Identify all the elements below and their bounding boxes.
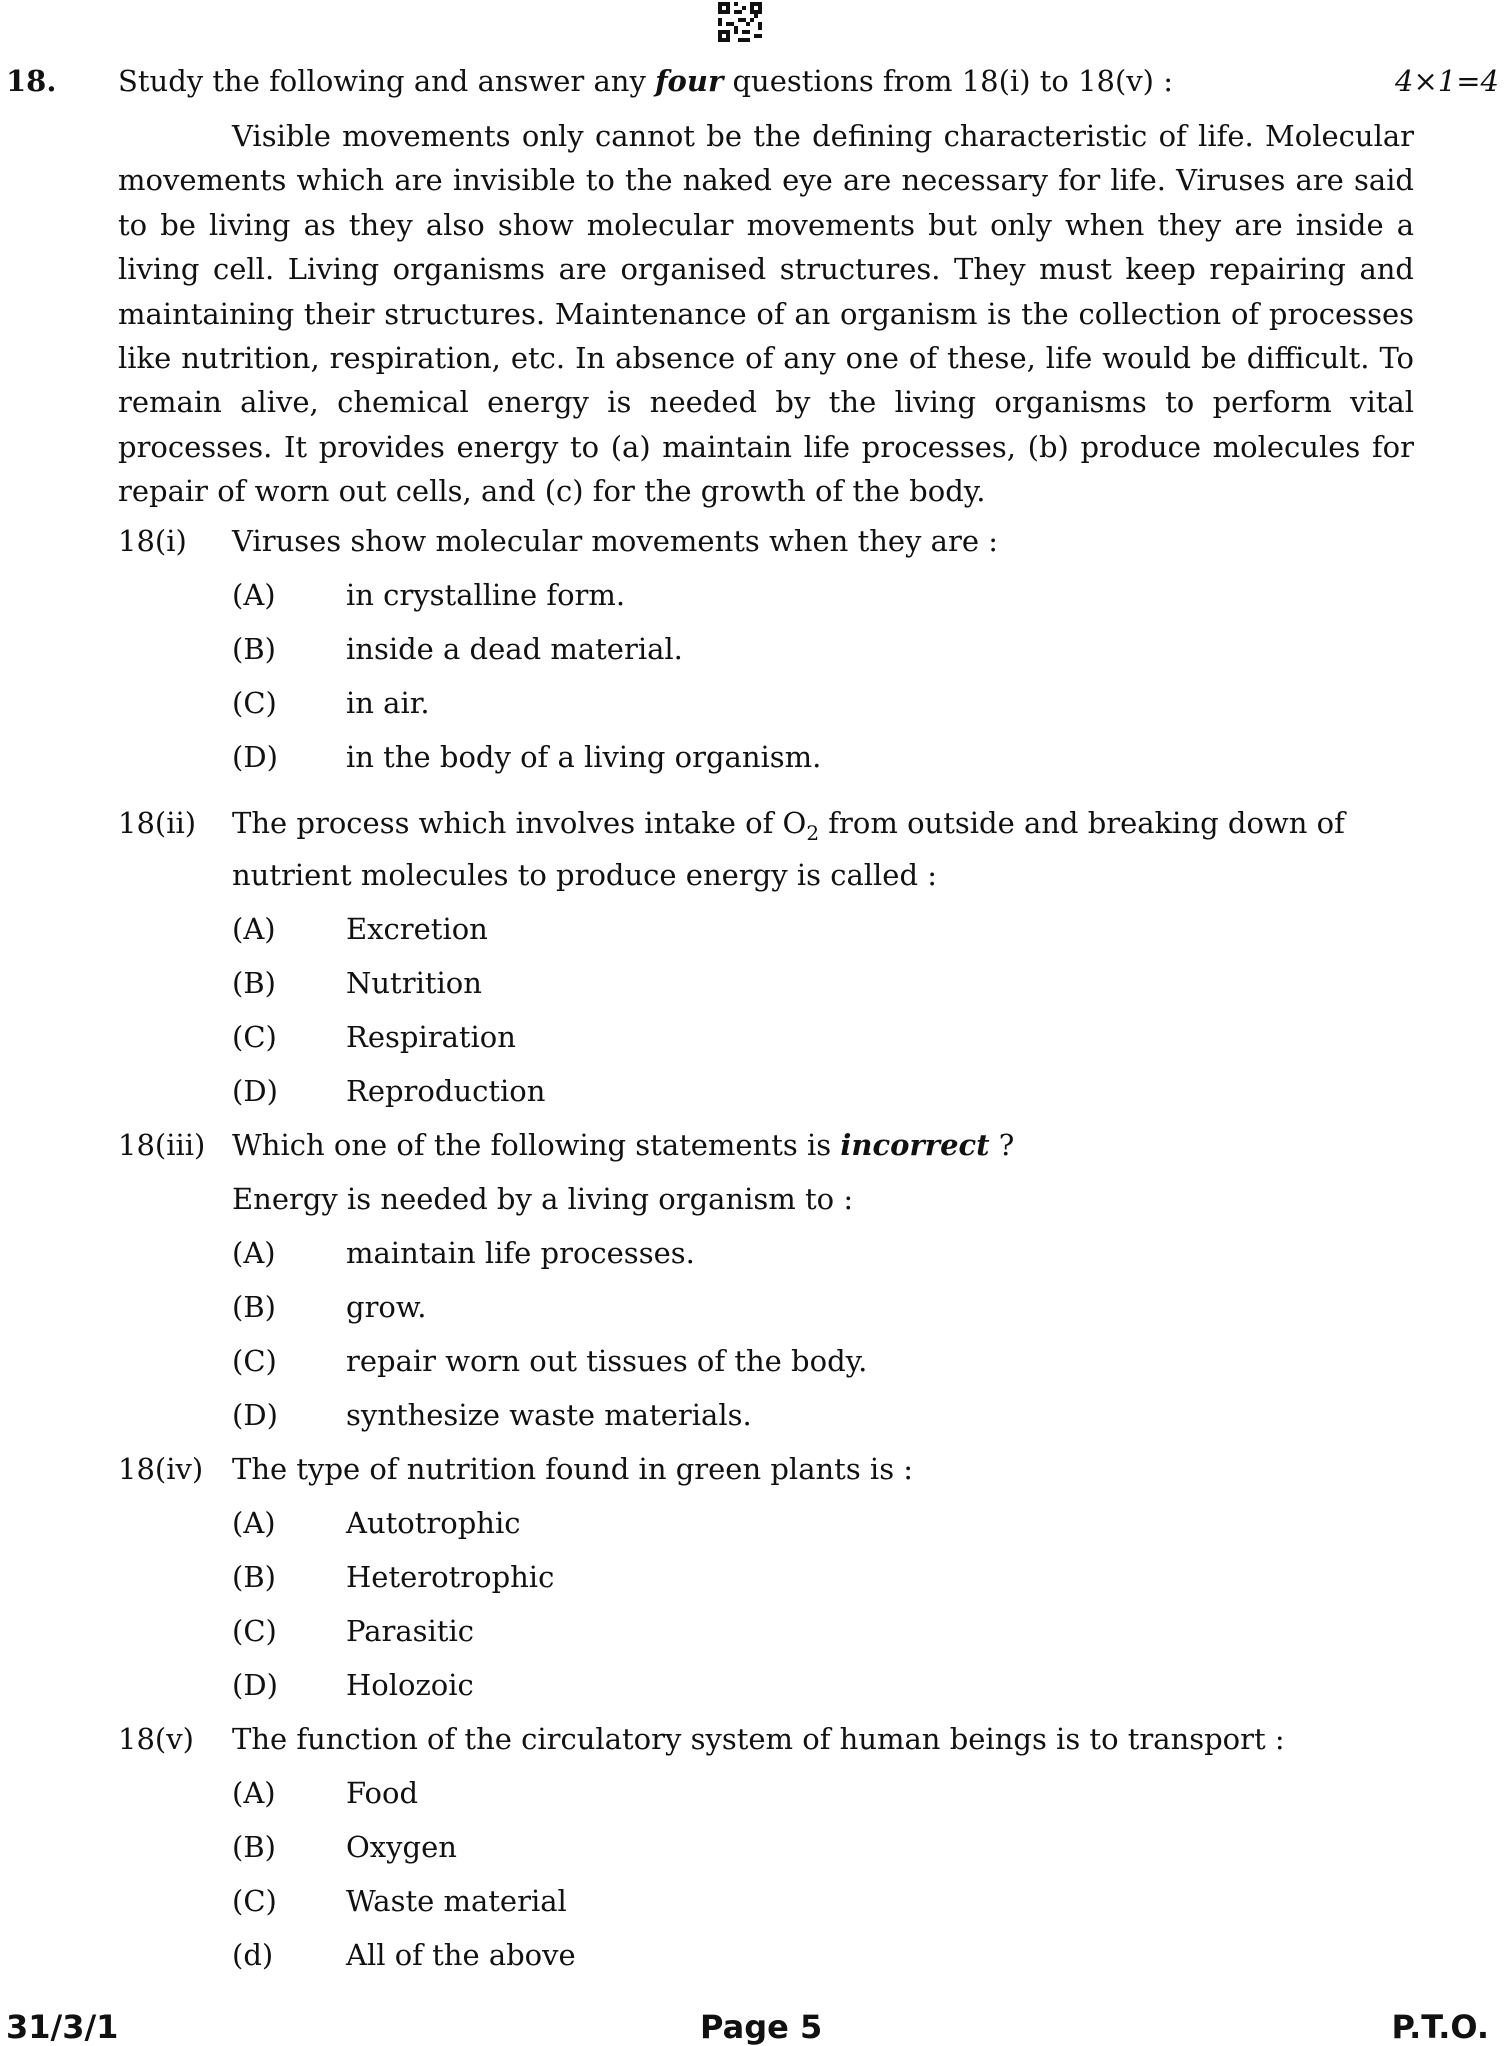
- option-label: (D): [232, 1668, 278, 1702]
- option-label: (A): [232, 912, 276, 946]
- option-text: Excretion: [346, 912, 488, 946]
- stem-text-end: ?: [989, 1128, 1015, 1162]
- stem-subscript: 2: [806, 820, 820, 845]
- option-label: (C): [232, 686, 277, 720]
- option-text: Respiration: [346, 1020, 516, 1054]
- option-text: Autotrophic: [346, 1506, 521, 1540]
- sub-question-number: 18(iii): [118, 1128, 206, 1162]
- sub-question-stem: The type of nutrition found in green plants is :: [232, 1452, 914, 1486]
- option-label: (B): [232, 632, 276, 666]
- prompt-emphasis: four: [655, 64, 724, 98]
- option-text: Waste material: [346, 1884, 567, 1918]
- qr-code-icon: [718, 2, 762, 42]
- option-text: Oxygen: [346, 1830, 457, 1864]
- option-label: (C): [232, 1020, 277, 1054]
- option-text: repair worn out tissues of the body.: [346, 1344, 868, 1378]
- question-prompt: [118, 64, 1173, 98]
- option-label: (d): [232, 1938, 274, 1972]
- sub-question-stem: The function of the circulatory system of human beings is to transport :: [232, 1722, 1285, 1756]
- option-text: Nutrition: [346, 966, 482, 1000]
- sub-question-stem: [232, 1128, 1415, 1162]
- sub-question-stem-line2: Energy is needed by a living organism to :: [232, 1182, 854, 1216]
- option-text: in air.: [346, 686, 430, 720]
- option-label: (A): [232, 578, 276, 612]
- option-label: (B): [232, 1830, 276, 1864]
- option-label: (B): [232, 1290, 276, 1324]
- stem-text-end: from outside and breaking down of: [819, 806, 1345, 840]
- option-label: (B): [232, 1560, 276, 1594]
- option-label: (D): [232, 1074, 278, 1108]
- option-label: (C): [232, 1344, 277, 1378]
- option-text: in crystalline form.: [346, 578, 626, 612]
- option-text: Food: [346, 1776, 419, 1810]
- option-text: Reproduction: [346, 1074, 546, 1108]
- sub-question-stem-line2: nutrient molecules to produce energy is called :: [232, 858, 937, 892]
- option-text: Holozoic: [346, 1668, 474, 1702]
- prompt-text: Study the following and answer any: [118, 64, 656, 98]
- option-text: Parasitic: [346, 1614, 474, 1648]
- option-text: grow.: [346, 1290, 427, 1324]
- page-number: Page 5: [700, 2008, 823, 2046]
- option-label: (B): [232, 966, 276, 1000]
- sub-question-number: 18(iv): [118, 1452, 204, 1486]
- option-text: All of the above: [346, 1938, 576, 1972]
- prompt-text-end: questions from 18(i) to 18(v) :: [723, 64, 1173, 98]
- marks-allocation: 4×1=4: [1395, 64, 1499, 98]
- sub-question-number: 18(ii): [118, 806, 197, 840]
- sub-question-stem: [232, 806, 1415, 845]
- option-label: (C): [232, 1614, 277, 1648]
- question-number: 18.: [6, 64, 57, 98]
- option-label: (A): [232, 1236, 276, 1270]
- stem-text: The process which involves intake of O: [232, 806, 807, 840]
- option-text: in the body of a living organism.: [346, 740, 822, 774]
- option-label: (C): [232, 1884, 277, 1918]
- option-label: (A): [232, 1776, 276, 1810]
- sub-question-number: 18(i): [118, 524, 187, 558]
- passage: Visible movements only cannot be the defining characteristic of life. Molecular movements which are invisible to the naked eye are necessary for life. Viruses are said to be living as they also show molecular movements but only when they are inside a living cell. Living organisms are organised structures. They must keep repairing and maintaining their structures. Maintenance of an organism is the collection of processes like nutrition, respiration, etc. In absence of any one of these, life would be difficult. To remain alive, chemical energy is needed by the living organisms to perform vital processes. It provides energy to (a) maintain life processes, (b) produce molecules for repair of worn out cells, and (c) for the growth of the body.: [118, 119, 1414, 509]
- question-header: [0, 64, 1505, 108]
- option-text: synthesize waste materials.: [346, 1398, 752, 1432]
- paper-code: 31/3/1: [6, 2008, 119, 2046]
- sub-question-number: 18(v): [118, 1722, 194, 1756]
- sub-question-stem: Viruses show molecular movements when they are :: [232, 524, 998, 558]
- pto-label: P.T.O.: [1391, 2008, 1489, 2046]
- stem-emphasis: incorrect: [840, 1128, 990, 1162]
- option-label: (D): [232, 740, 278, 774]
- option-text: inside a dead material.: [346, 632, 683, 666]
- stem-text: Which one of the following statements is: [232, 1128, 841, 1162]
- option-text: Heterotrophic: [346, 1560, 555, 1594]
- option-label: (D): [232, 1398, 278, 1432]
- option-label: (A): [232, 1506, 276, 1540]
- option-text: maintain life processes.: [346, 1236, 695, 1270]
